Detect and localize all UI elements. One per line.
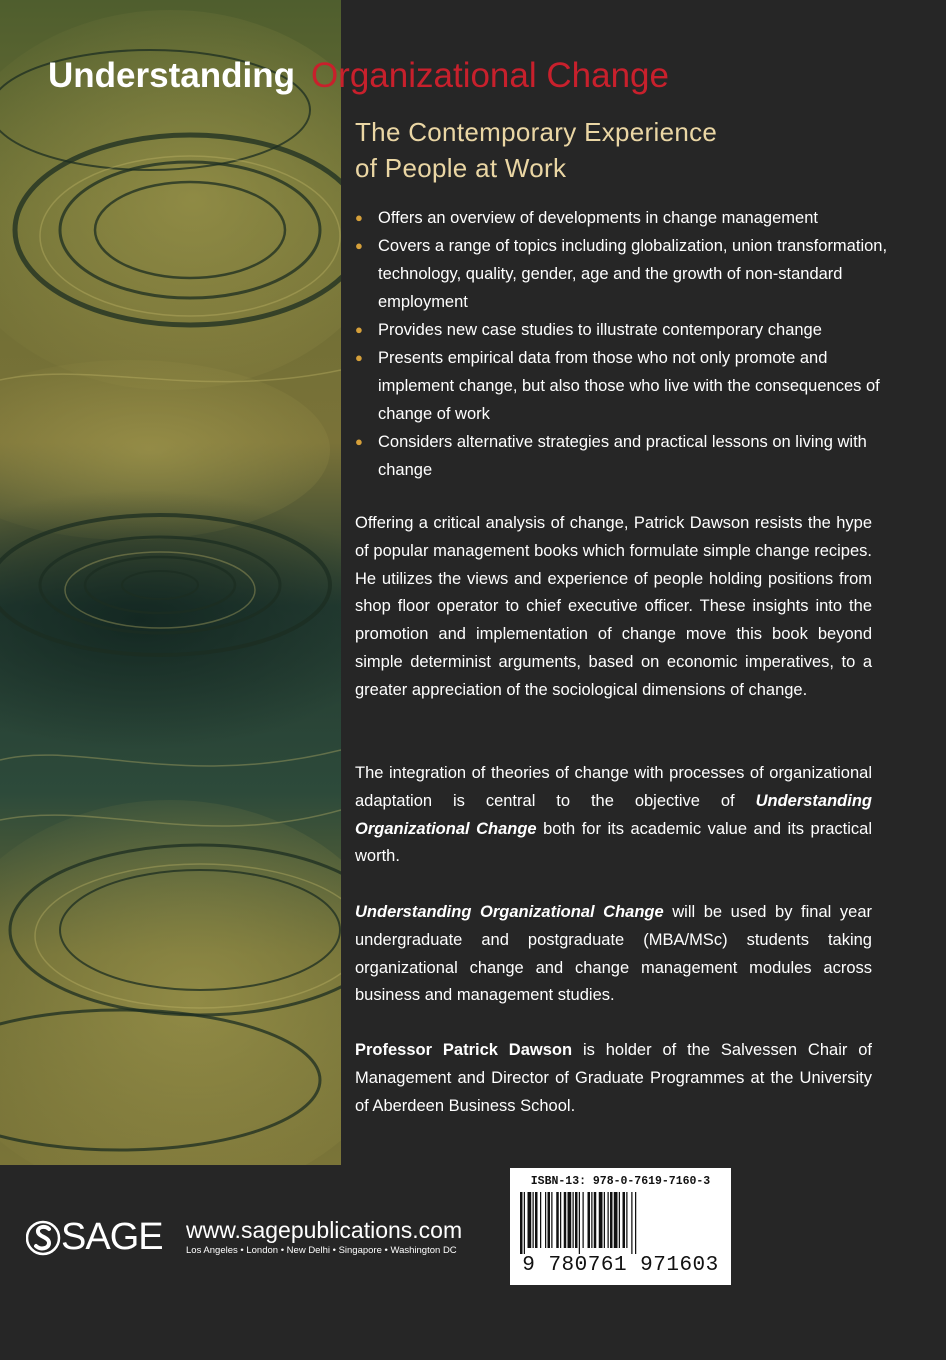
- bullet-dot-icon: ●: [355, 434, 363, 449]
- barcode-bar: [579, 1192, 580, 1254]
- bullet-item: [355, 204, 890, 232]
- barcode-bar: [545, 1192, 546, 1248]
- barcode-bar: [588, 1192, 591, 1248]
- barcode-bar: [623, 1192, 626, 1248]
- isbn-barcode: [510, 1168, 731, 1285]
- sage-logo-icon: [26, 1216, 62, 1260]
- feature-bullet-list: [355, 204, 890, 484]
- sage-wordmark: SAGE: [61, 1216, 163, 1258]
- bullet-text: Considers alternative strategies and practical lessons on living with change: [378, 433, 867, 479]
- bullet-text: Provides new case studies to illustrate contemporary change: [378, 321, 822, 339]
- barcode-bar: [556, 1192, 559, 1248]
- barcode-bar: [604, 1192, 605, 1248]
- p3-book-title: Understanding Organizational Change: [355, 903, 664, 921]
- barcode-bar: [520, 1192, 523, 1254]
- publisher-block: [26, 1212, 496, 1272]
- p2-start-text: The integration of theories of change with processes of organizational adaptation is central to the objective of: [355, 764, 872, 810]
- title-understanding: Understanding: [48, 56, 295, 95]
- barcode-bar: [560, 1192, 561, 1248]
- barcode-bar: [564, 1192, 567, 1248]
- book-subtitle: [355, 114, 915, 186]
- barcode-bar: [535, 1192, 538, 1248]
- barcode-bar: [614, 1192, 618, 1248]
- barcode-bar: [610, 1192, 613, 1248]
- barcode-bar: [575, 1192, 578, 1248]
- barcode-bar: [635, 1192, 636, 1254]
- bullet-item: [355, 428, 890, 484]
- barcode-bar: [599, 1192, 603, 1248]
- bullet-item: [355, 344, 890, 428]
- barcode-bars-icon: [520, 1192, 721, 1254]
- barcode-bar: [583, 1192, 584, 1248]
- description-paragraph-3: [355, 899, 872, 1010]
- barcode-bar: [619, 1192, 620, 1248]
- barcode-bar: [533, 1192, 534, 1248]
- bullet-dot-icon: ●: [355, 322, 363, 337]
- barcode-bar: [548, 1192, 551, 1248]
- bullet-dot-icon: ●: [355, 210, 363, 225]
- bullet-text: Offers an overview of developments in change management: [378, 209, 818, 227]
- barcode-bar: [568, 1192, 572, 1248]
- barcode-bar: [608, 1192, 609, 1248]
- publisher-website-link[interactable]: www.sagepublications.com: [186, 1217, 463, 1243]
- p3-end-text: will be used by final year undergraduate and postgraduate (MBA/MSc) students taking organizational change and change management modules across business and management studies.: [355, 903, 872, 1005]
- author-name: Professor Patrick Dawson: [355, 1041, 573, 1059]
- water-ripple-artwork: [0, 0, 341, 1165]
- barcode-bar: [626, 1192, 627, 1248]
- author-bio-paragraph: [355, 1037, 872, 1120]
- barcode-bar: [528, 1192, 532, 1248]
- barcode-bar: [573, 1192, 574, 1248]
- book-title: [48, 54, 928, 102]
- publisher-cities: Los Angeles • London • New Delhi • Singapore • Washington DC: [186, 1245, 457, 1256]
- bullet-dot-icon: ●: [355, 350, 363, 365]
- bullet-dot-icon: ●: [355, 238, 363, 253]
- barcode-bar: [591, 1192, 592, 1248]
- barcode-bar: [551, 1192, 552, 1248]
- bullet-text: Presents empirical data from those who not only promote and implement change, but also those who live with the consequences of change of work: [378, 349, 880, 423]
- barcode-bar: [594, 1192, 597, 1248]
- barcode-bar: [540, 1192, 541, 1248]
- bullet-text: Covers a range of topics including globalization, union transformation, technology, quality, gender, age and the growth of non-standard employment: [378, 237, 888, 311]
- bullet-item: [355, 232, 890, 316]
- p2-book-title: Understanding Organizational Change: [355, 791, 872, 838]
- description-paragraph-2: [355, 760, 872, 871]
- barcode-bar: [631, 1192, 632, 1254]
- subtitle-line-1: The Contemporary Experience: [355, 117, 718, 147]
- bullet-item: [355, 316, 890, 344]
- author-bio-text: is holder of the Salvessen Chair of Management and Director of Graduate Programmes at the University of Aberdeen Business School.: [355, 1041, 872, 1115]
- barcode-digits: 9 780761 971603: [522, 1254, 719, 1277]
- barcode-bar: [524, 1192, 525, 1254]
- title-organizational-change: Organizational Change: [310, 56, 669, 95]
- p2-end-text: both for its academic value and its practical worth.: [355, 819, 872, 866]
- subtitle-line-2: of People at Work: [355, 153, 567, 183]
- isbn-label: ISBN-13: 978-0-7619-7160-3: [530, 1175, 711, 1188]
- description-paragraph-1: Offering a critical analysis of change, Patrick Dawson resists the hype of popular management books which formulate simple change recipes. He utilizes the views and experience of people holding positions from shop floor operator to chief executive officer. These insights into the promotion and implementation of change move this book beyond simple determinist arguments, based on economic imperatives, to a greater appreciation of the sociological dimensions of change.: [355, 514, 872, 699]
